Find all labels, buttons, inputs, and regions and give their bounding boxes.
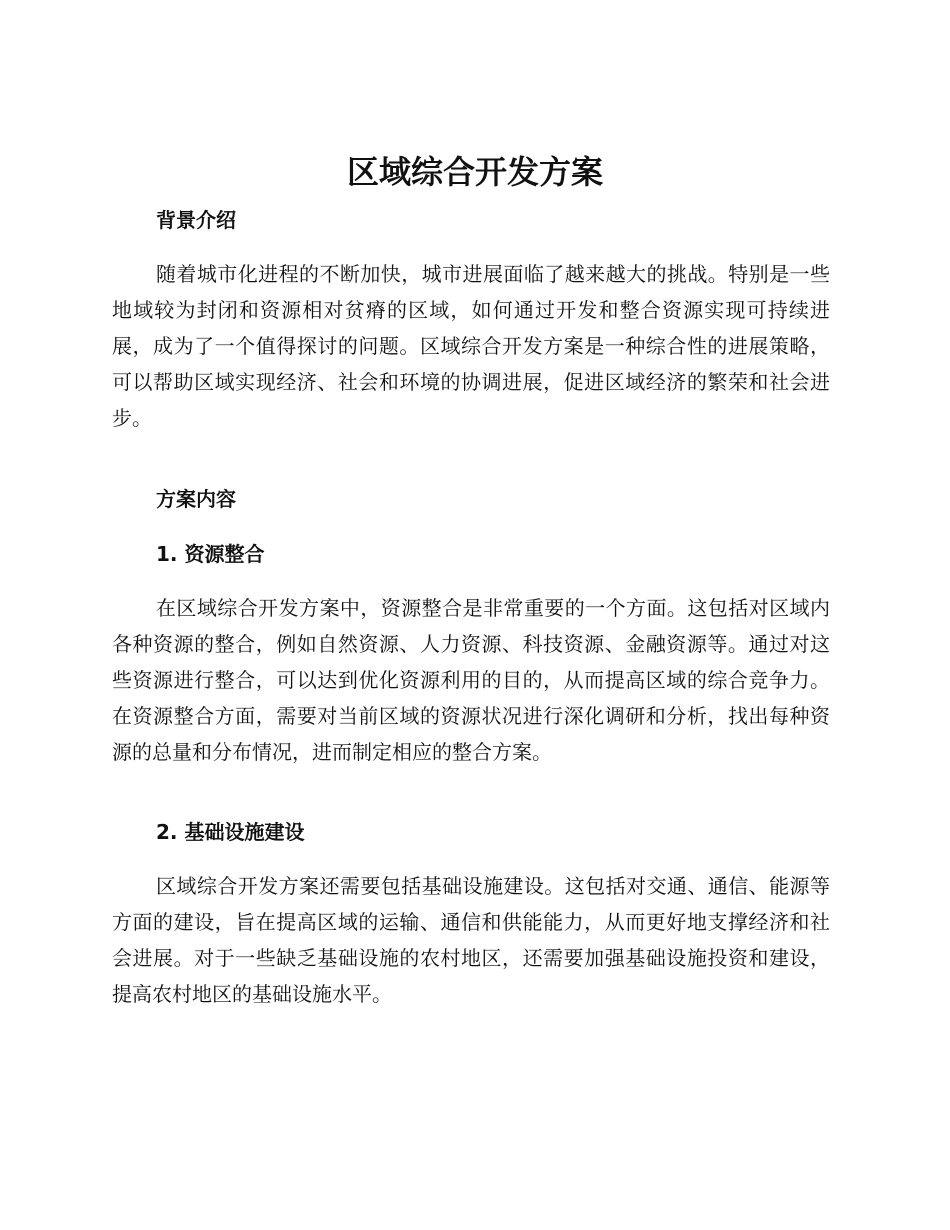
section-heading-background: 背景介绍: [156, 208, 236, 232]
section-heading-plan-content: 方案内容: [156, 487, 236, 511]
section-heading-infrastructure: 2. 基础设施建设: [156, 820, 305, 844]
paragraph-resource-integration: 在区域综合开发方案中，资源整合是非常重要的一个方面。这包括对区域内各种资源的整合，例如自然资源、人力资源、科技资源、金融资源等。通过对这些资源进行整合，可以达到优化资源利用的目的，从而提高区域的综合竞争力。在资源整合方面，需要对当前区域的资源状况进行深化调研和分析，找出每种资源的总量和分布情况，进而制定相应的整合方案。: [112, 596, 830, 764]
paragraph-infrastructure: 区域综合开发方案还需要包括基础设施建设。这包括对交通、通信、能源等方面的建设，旨在提高区域的运输、通信和供能能力，从而更好地支撑经济和社会进展。对于一些缺乏基础设施的农村地区，还需要加强基础设施投资和建设，提高农村地区的基础设施水平。: [112, 874, 830, 1006]
document-title: 区域综合开发方案: [346, 153, 603, 191]
paragraph-background: 随着城市化进程的不断加快，城市进展面临了越来越大的挑战。特别是一些地域较为封闭和资源相对贫瘠的区域，如何通过开发和整合资源实现可持续进展，成为了一个值得探讨的问题。区域综合开发方案是一种综合性的进展策略，可以帮助区域实现经济、社会和环境的协调进展，促进区域经济的繁荣和社会进步。: [112, 262, 830, 430]
section-heading-resource-integration: 1. 资源整合: [156, 542, 265, 566]
